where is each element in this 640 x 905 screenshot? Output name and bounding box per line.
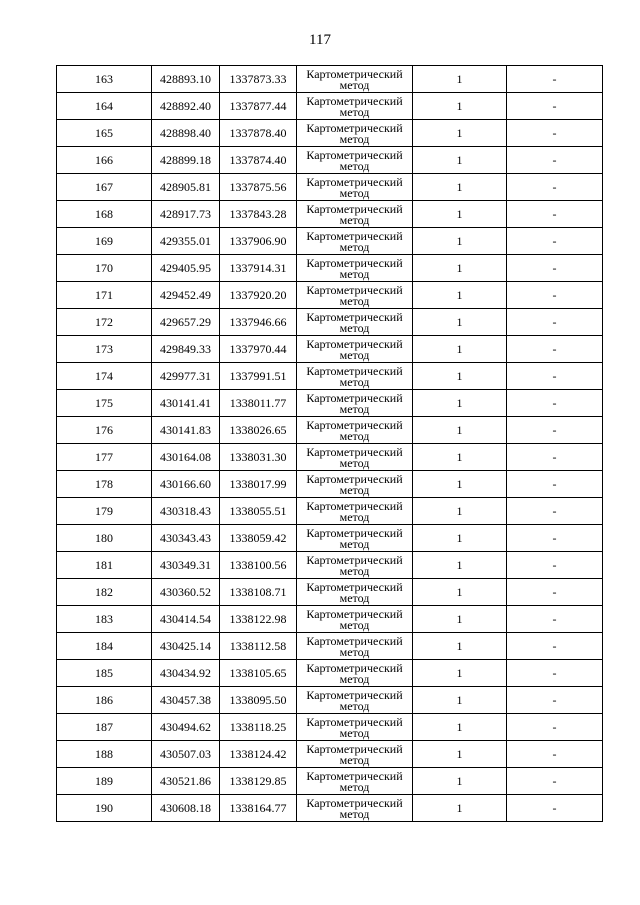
y-coordinate-cell: 1338129.85	[220, 768, 297, 795]
method-text: Картометрический метод	[306, 687, 403, 713]
value-cell: 1	[413, 444, 507, 471]
point-number-cell: 168	[57, 201, 152, 228]
method-cell	[297, 390, 413, 417]
value-cell: 1	[413, 120, 507, 147]
method-cell	[297, 228, 413, 255]
x-coordinate-cell: 429849.33	[152, 336, 220, 363]
x-coordinate-cell: 430608.18	[152, 795, 220, 822]
method-text: Картометрический метод	[306, 201, 403, 227]
y-coordinate-cell: 1337875.56	[220, 174, 297, 201]
method-cell	[297, 525, 413, 552]
note-cell: -	[507, 768, 603, 795]
method-text: Картометрический метод	[306, 498, 403, 524]
point-number-cell: 165	[57, 120, 152, 147]
table-row	[57, 309, 603, 336]
method-text: Картометрический метод	[306, 147, 403, 173]
note-cell: -	[507, 579, 603, 606]
x-coordinate-cell: 430360.52	[152, 579, 220, 606]
table-row	[57, 363, 603, 390]
method-cell	[297, 633, 413, 660]
table-row	[57, 741, 603, 768]
point-number-cell: 170	[57, 255, 152, 282]
method-text: Картометрический метод	[306, 660, 403, 686]
table-row	[57, 390, 603, 417]
y-coordinate-cell: 1337946.66	[220, 309, 297, 336]
x-coordinate-cell: 430141.83	[152, 417, 220, 444]
point-number-cell: 177	[57, 444, 152, 471]
note-cell: -	[507, 255, 603, 282]
point-number-cell: 175	[57, 390, 152, 417]
value-cell: 1	[413, 633, 507, 660]
y-coordinate-cell: 1338105.65	[220, 660, 297, 687]
table-row	[57, 336, 603, 363]
x-coordinate-cell: 430343.43	[152, 525, 220, 552]
table-row	[57, 768, 603, 795]
x-coordinate-cell: 430425.14	[152, 633, 220, 660]
y-coordinate-cell: 1337920.20	[220, 282, 297, 309]
point-number-cell: 187	[57, 714, 152, 741]
y-coordinate-cell: 1338055.51	[220, 498, 297, 525]
table-row	[57, 714, 603, 741]
method-text: Картометрический метод	[306, 228, 403, 254]
method-cell	[297, 687, 413, 714]
point-number-cell: 184	[57, 633, 152, 660]
table-row	[57, 606, 603, 633]
note-cell: -	[507, 390, 603, 417]
note-cell: -	[507, 498, 603, 525]
point-number-cell: 189	[57, 768, 152, 795]
note-cell: -	[507, 741, 603, 768]
value-cell: 1	[413, 201, 507, 228]
value-cell: 1	[413, 606, 507, 633]
method-text: Картометрический метод	[306, 255, 403, 281]
method-text: Картометрический метод	[306, 336, 403, 362]
note-cell: -	[507, 282, 603, 309]
value-cell: 1	[413, 687, 507, 714]
value-cell: 1	[413, 336, 507, 363]
table-row	[57, 255, 603, 282]
x-coordinate-cell: 430166.60	[152, 471, 220, 498]
y-coordinate-cell: 1338059.42	[220, 525, 297, 552]
method-cell	[297, 336, 413, 363]
note-cell: -	[507, 660, 603, 687]
y-coordinate-cell: 1337991.51	[220, 363, 297, 390]
method-cell	[297, 282, 413, 309]
value-cell: 1	[413, 498, 507, 525]
table-row	[57, 147, 603, 174]
note-cell: -	[507, 444, 603, 471]
note-cell: -	[507, 363, 603, 390]
point-number-cell: 173	[57, 336, 152, 363]
y-coordinate-cell: 1337874.40	[220, 147, 297, 174]
note-cell: -	[507, 120, 603, 147]
table-row	[57, 444, 603, 471]
point-number-cell: 183	[57, 606, 152, 633]
x-coordinate-cell: 428893.10	[152, 66, 220, 93]
note-cell: -	[507, 417, 603, 444]
note-cell: -	[507, 228, 603, 255]
y-coordinate-cell: 1337843.28	[220, 201, 297, 228]
y-coordinate-cell: 1337873.33	[220, 66, 297, 93]
method-text: Картометрический метод	[306, 795, 403, 821]
method-text: Картометрический метод	[306, 741, 403, 767]
method-text: Картометрический метод	[306, 66, 403, 92]
value-cell: 1	[413, 309, 507, 336]
x-coordinate-cell: 428905.81	[152, 174, 220, 201]
y-coordinate-cell: 1338108.71	[220, 579, 297, 606]
x-coordinate-cell: 429657.29	[152, 309, 220, 336]
method-cell	[297, 579, 413, 606]
method-text: Картометрический метод	[306, 444, 403, 470]
method-cell	[297, 174, 413, 201]
x-coordinate-cell: 430494.62	[152, 714, 220, 741]
point-number-cell: 178	[57, 471, 152, 498]
method-cell	[297, 660, 413, 687]
note-cell: -	[507, 309, 603, 336]
table-row	[57, 120, 603, 147]
y-coordinate-cell: 1338017.99	[220, 471, 297, 498]
method-text: Картометрический метод	[306, 552, 403, 578]
point-number-cell: 185	[57, 660, 152, 687]
method-text: Картометрический метод	[306, 417, 403, 443]
x-coordinate-cell: 429452.49	[152, 282, 220, 309]
method-text: Картометрический метод	[306, 714, 403, 740]
point-number-cell: 180	[57, 525, 152, 552]
table-row	[57, 552, 603, 579]
point-number-cell: 172	[57, 309, 152, 336]
point-number-cell: 188	[57, 741, 152, 768]
method-cell	[297, 795, 413, 822]
value-cell: 1	[413, 93, 507, 120]
point-number-cell: 166	[57, 147, 152, 174]
value-cell: 1	[413, 390, 507, 417]
method-text: Картометрический метод	[306, 174, 403, 200]
x-coordinate-cell: 428899.18	[152, 147, 220, 174]
value-cell: 1	[413, 363, 507, 390]
y-coordinate-cell: 1338100.56	[220, 552, 297, 579]
note-cell: -	[507, 471, 603, 498]
y-coordinate-cell: 1338011.77	[220, 390, 297, 417]
value-cell: 1	[413, 768, 507, 795]
y-coordinate-cell: 1338095.50	[220, 687, 297, 714]
x-coordinate-cell: 430141.41	[152, 390, 220, 417]
x-coordinate-cell: 429405.95	[152, 255, 220, 282]
value-cell: 1	[413, 66, 507, 93]
y-coordinate-cell: 1338026.65	[220, 417, 297, 444]
table-row	[57, 66, 603, 93]
table-row	[57, 471, 603, 498]
x-coordinate-cell: 430521.86	[152, 768, 220, 795]
y-coordinate-cell: 1338164.77	[220, 795, 297, 822]
method-cell	[297, 66, 413, 93]
method-cell	[297, 606, 413, 633]
value-cell: 1	[413, 228, 507, 255]
x-coordinate-cell: 430507.03	[152, 741, 220, 768]
method-text: Картометрический метод	[306, 309, 403, 335]
value-cell: 1	[413, 147, 507, 174]
y-coordinate-cell: 1337906.90	[220, 228, 297, 255]
point-number-cell: 182	[57, 579, 152, 606]
method-cell	[297, 309, 413, 336]
point-number-cell: 171	[57, 282, 152, 309]
note-cell: -	[507, 336, 603, 363]
table-row	[57, 687, 603, 714]
x-coordinate-cell: 430414.54	[152, 606, 220, 633]
y-coordinate-cell: 1338124.42	[220, 741, 297, 768]
point-number-cell: 190	[57, 795, 152, 822]
method-cell	[297, 93, 413, 120]
point-number-cell: 167	[57, 174, 152, 201]
y-coordinate-cell: 1337914.31	[220, 255, 297, 282]
y-coordinate-cell: 1338122.98	[220, 606, 297, 633]
note-cell: -	[507, 93, 603, 120]
method-cell	[297, 552, 413, 579]
note-cell: -	[507, 525, 603, 552]
method-text: Картометрический метод	[306, 93, 403, 119]
method-text: Картометрический метод	[306, 768, 403, 794]
x-coordinate-cell: 428898.40	[152, 120, 220, 147]
method-cell	[297, 444, 413, 471]
table-row	[57, 498, 603, 525]
method-cell	[297, 255, 413, 282]
x-coordinate-cell: 429355.01	[152, 228, 220, 255]
method-text: Картометрический метод	[306, 282, 403, 308]
method-text: Картометрический метод	[306, 120, 403, 146]
value-cell: 1	[413, 552, 507, 579]
note-cell: -	[507, 552, 603, 579]
value-cell: 1	[413, 282, 507, 309]
point-number-cell: 179	[57, 498, 152, 525]
point-number-cell: 163	[57, 66, 152, 93]
table-row	[57, 795, 603, 822]
value-cell: 1	[413, 255, 507, 282]
note-cell: -	[507, 633, 603, 660]
method-text: Картометрический метод	[306, 525, 403, 551]
method-cell	[297, 201, 413, 228]
method-text: Картометрический метод	[306, 471, 403, 497]
point-number-cell: 186	[57, 687, 152, 714]
value-cell: 1	[413, 525, 507, 552]
point-number-cell: 169	[57, 228, 152, 255]
method-text: Картометрический метод	[306, 390, 403, 416]
x-coordinate-cell: 430349.31	[152, 552, 220, 579]
method-cell	[297, 471, 413, 498]
value-cell: 1	[413, 741, 507, 768]
x-coordinate-cell: 430164.08	[152, 444, 220, 471]
table-row	[57, 579, 603, 606]
y-coordinate-cell: 1337877.44	[220, 93, 297, 120]
value-cell: 1	[413, 795, 507, 822]
table-row	[57, 417, 603, 444]
table-row	[57, 525, 603, 552]
method-cell	[297, 417, 413, 444]
method-text: Картометрический метод	[306, 579, 403, 605]
method-cell	[297, 768, 413, 795]
table-row	[57, 282, 603, 309]
y-coordinate-cell: 1338031.30	[220, 444, 297, 471]
x-coordinate-cell: 428892.40	[152, 93, 220, 120]
coordinates-table-body	[57, 66, 603, 822]
point-number-cell: 181	[57, 552, 152, 579]
value-cell: 1	[413, 417, 507, 444]
table-row	[57, 201, 603, 228]
note-cell: -	[507, 714, 603, 741]
table-row	[57, 174, 603, 201]
method-cell	[297, 714, 413, 741]
point-number-cell: 174	[57, 363, 152, 390]
note-cell: -	[507, 174, 603, 201]
method-cell	[297, 363, 413, 390]
method-text: Картометрический метод	[306, 633, 403, 659]
method-cell	[297, 741, 413, 768]
method-text: Картометрический метод	[306, 363, 403, 389]
note-cell: -	[507, 687, 603, 714]
coordinates-table	[56, 65, 603, 822]
value-cell: 1	[413, 714, 507, 741]
table-row	[57, 660, 603, 687]
y-coordinate-cell: 1338112.58	[220, 633, 297, 660]
y-coordinate-cell: 1338118.25	[220, 714, 297, 741]
note-cell: -	[507, 147, 603, 174]
x-coordinate-cell: 430434.92	[152, 660, 220, 687]
point-number-cell: 176	[57, 417, 152, 444]
point-number-cell: 164	[57, 93, 152, 120]
value-cell: 1	[413, 174, 507, 201]
y-coordinate-cell: 1337878.40	[220, 120, 297, 147]
value-cell: 1	[413, 579, 507, 606]
method-cell	[297, 498, 413, 525]
x-coordinate-cell: 430457.38	[152, 687, 220, 714]
value-cell: 1	[413, 471, 507, 498]
x-coordinate-cell: 428917.73	[152, 201, 220, 228]
y-coordinate-cell: 1337970.44	[220, 336, 297, 363]
method-text: Картометрический метод	[306, 606, 403, 632]
note-cell: -	[507, 201, 603, 228]
x-coordinate-cell: 430318.43	[152, 498, 220, 525]
page-number: 117	[309, 32, 331, 48]
method-cell	[297, 147, 413, 174]
note-cell: -	[507, 606, 603, 633]
note-cell: -	[507, 795, 603, 822]
note-cell: -	[507, 66, 603, 93]
table-row	[57, 633, 603, 660]
method-cell	[297, 120, 413, 147]
value-cell: 1	[413, 660, 507, 687]
x-coordinate-cell: 429977.31	[152, 363, 220, 390]
table-row	[57, 228, 603, 255]
table-row	[57, 93, 603, 120]
